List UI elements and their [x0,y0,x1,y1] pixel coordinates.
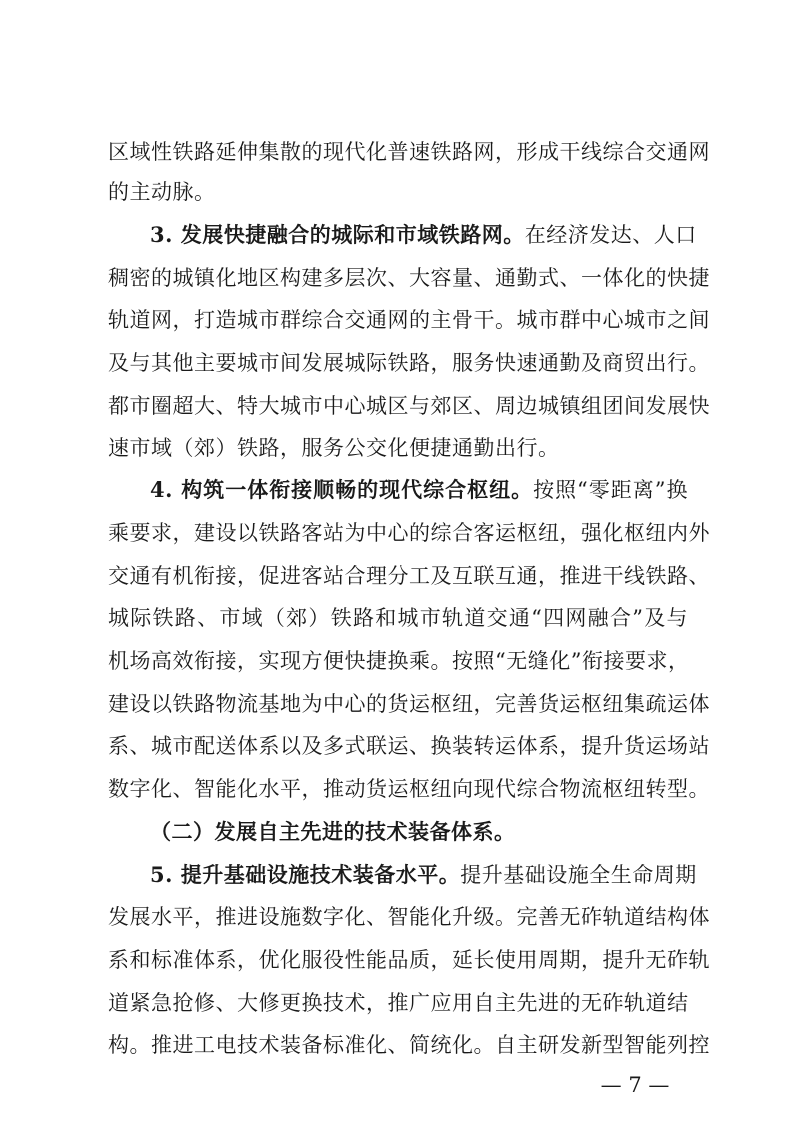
text-line: 交通有机衔接，促进客站合理分工及互联互通，推进干线铁路、 [108,564,710,588]
text-line: 区域性铁路延伸集散的现代化普速铁路网，形成干线综合交通网 [108,140,710,164]
item-5-heading: 5. 提升基础设施技术装备水平。 [150,862,461,887]
text-line: 数字化、智能化水平，推动货运枢纽向现代综合物流枢纽转型。 [108,777,710,801]
text-line: 及与其他主要城市间发展城际铁路，服务快速通勤及商贸出行。 [108,351,710,375]
text-line: 系和标准体系，优化服役性能品质，延长使用周期，提升无砟轨 [108,948,710,972]
text-line: 轨道网，打造城市群综合交通网的主骨干。城市群中心城市之间 [108,308,710,332]
text-line: 机场高效衔接，实现方便快捷换乘。按照“无缝化”衔接要求， [108,649,690,673]
item-3-heading: 3. 发展快捷融合的城际和市域铁路网。 [150,222,525,247]
page-number: — 7 — [600,1073,670,1097]
item-4-text: 按照“零距离”换 [533,478,688,502]
section-heading: （二）发展自主先进的技术装备体系。 [150,819,516,844]
text-line: 构。推进工电技术装备标准化、简统化。自主研发新型智能列控 [108,1033,710,1057]
text-line: 都市圈超大、特大城市中心城区与郊区、周边城镇组团间发展快 [108,394,710,418]
text-line: 道紧急抢修、大修更换技术，推广应用自主先进的无砟轨道结 [108,991,689,1015]
item-3-text: 在经济发达、人口 [524,223,697,247]
text-line: 乘要求，建设以铁路客站为中心的综合客运枢纽，强化枢纽内外 [108,521,710,545]
text-line: 的主动脉。 [108,180,216,204]
text-line: 城际铁路、市域（郊）铁路和城市轨道交通“四网融合”及与 [108,606,688,630]
text-line: 稠密的城镇化地区构建多层次、大容量、通勤式、一体化的快捷 [108,266,710,290]
text-line: 建设以铁路物流基地为中心的货运枢纽，完善货运枢纽集疏运体 [108,692,710,716]
paragraph-4-first-line [150,470,688,510]
paragraph-5-first-line [150,855,697,895]
text-line: 发展水平，推进设施数字化、智能化升级。完善无砟轨道结构体 [108,905,710,929]
text-line: 速市域（郊）铁路，服务公交化便捷通勤出行。 [108,436,560,460]
paragraph-3-first-line [150,215,697,255]
text-line: 系、城市配送体系以及多式联运、换装转运体系，提升货运场站 [108,734,710,758]
item-4-heading: 4. 构筑一体衔接顺畅的现代综合枢纽。 [150,477,534,502]
item-5-text: 提升基础设施全生命周期 [460,863,697,887]
